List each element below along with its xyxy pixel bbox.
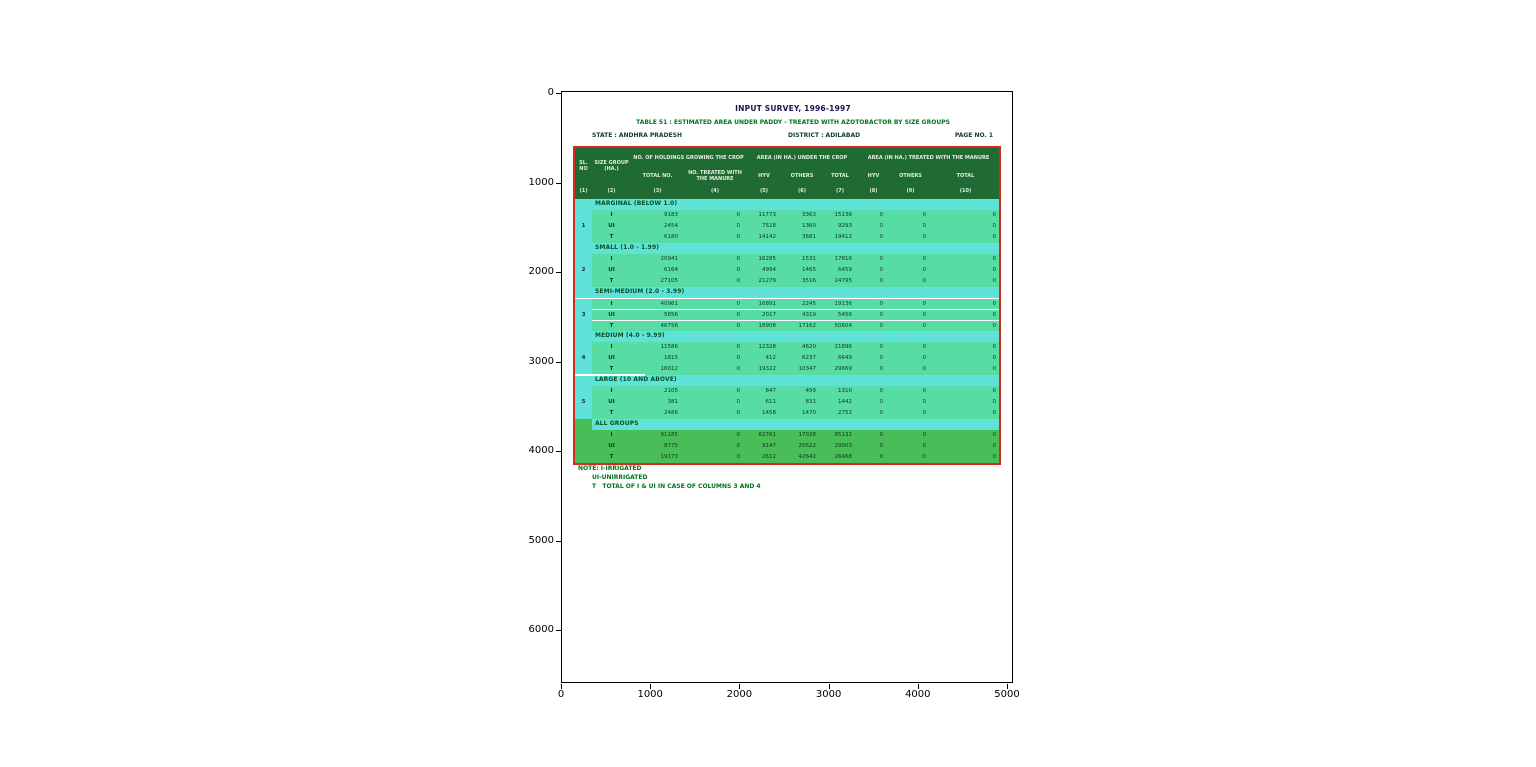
survey-table [573,146,1001,465]
cell-value: 0 [879,234,883,240]
note-line: NOTE: I-IRRIGATED [578,465,642,472]
cell-value: 459 [805,388,816,394]
group-label: MARGINAL (BELOW 1.0) [595,200,678,207]
data-row [575,309,999,320]
cell-value: 5456 [838,312,852,318]
cell-value: 0 [736,267,740,273]
cell-value: 0 [922,388,926,394]
data-row [575,408,999,419]
group-label-row [575,375,999,386]
y-tick-label: 6000 [528,624,554,635]
y-tick-label: 2000 [528,266,554,277]
cell-value: 0 [736,410,740,416]
data-row [575,298,999,309]
cell-value: 2454 [664,223,678,229]
cell-value: 0 [992,212,996,218]
slno-cell [575,210,592,221]
cell-value: 0 [736,399,740,405]
group-label-row [575,243,999,254]
district-label: DISTRICT : ADILABAD [788,132,861,139]
x-tick-mark [739,684,740,689]
cell-value: 1442 [838,399,852,405]
cell-value: 0 [879,454,883,460]
slno-cell [575,342,592,353]
cell-value: 6649 [838,355,852,361]
data-row [575,397,999,408]
cell-value: 0 [879,355,883,361]
cell-value: 0 [736,323,740,329]
data-row [575,254,999,265]
x-tick-label: 5000 [994,689,1020,700]
y-tick-mark [556,630,561,631]
group-label-row [575,199,999,210]
cell-value: 0 [992,388,996,394]
group-label: SMALL (1.0 - 1.99) [595,244,660,251]
cell-value: 19412 [834,234,852,240]
col-header-others-crop: OTHERS [790,172,814,179]
cell-value: 0 [992,267,996,273]
cell-value: 0 [736,212,740,218]
cell-value: 24795 [834,278,852,284]
cell-value: 0 [992,312,996,318]
cell-value: 0 [879,388,883,394]
cell-value: 847 [765,388,776,394]
cell-value: 0 [922,301,926,307]
row-label: T [609,366,614,372]
cell-value: 11586 [660,344,678,350]
cell-value: 85131 [834,432,852,438]
cell-value: 1470 [802,410,816,416]
data-row [575,452,999,463]
group-label-row [575,287,999,298]
x-tick-mark [1007,684,1008,689]
cell-value: 0 [922,267,926,273]
cell-value: 29003 [834,443,852,449]
data-row [575,232,999,243]
data-row [575,430,999,441]
cell-value: 1815 [664,355,678,361]
size-group-block [575,287,999,331]
cell-value: 6237 [802,355,816,361]
cell-value: 20941 [660,256,678,262]
group-label: SEMI-MEDIUM (2.0 - 3.99) [595,288,685,295]
column-number: (3) [653,188,662,195]
x-tick-mark [650,684,651,689]
slno-cell [575,299,592,310]
group-label-row [575,331,999,342]
group-label: ALL GROUPS [595,420,639,427]
col-header-others-treated: OTHERS [899,172,922,179]
size-group-block [575,243,999,287]
slno-cell: 1 [575,221,592,232]
slno-cell [575,386,592,397]
y-tick-mark [556,93,561,94]
y-tick-mark [556,272,561,273]
slno-cell [575,276,592,287]
row-label: T [609,454,614,460]
table-header [575,148,999,199]
row-label: T [609,323,614,329]
row-label: I [610,344,613,350]
cell-value: 0 [992,355,996,361]
cell-value: 9147 [762,443,776,449]
group-header-area-under-crop: AREA (IN HA.) UNDER THE CROP [756,154,848,161]
cell-value: 1458 [762,410,776,416]
cell-value: 2612 [762,454,776,460]
cell-value: 0 [992,366,996,372]
group-label: MEDIUM (4.0 - 9.99) [595,332,665,339]
cell-value: 0 [879,256,883,262]
col-header-total-treated: TOTAL [956,172,975,179]
cell-value: 46756 [660,323,678,329]
cell-value: 12328 [758,344,776,350]
cell-value: 17816 [834,256,852,262]
cell-value: 0 [879,212,883,218]
size-group-block [575,375,999,419]
cell-value: 6459 [838,267,852,273]
slno-cell: 5 [575,397,592,408]
cell-value: 2017 [762,312,776,318]
row-label: T [609,278,614,284]
row-label: I [610,432,613,438]
column-number: (2) [607,188,616,195]
cell-value: 611 [765,399,776,405]
data-row [575,441,999,452]
cell-value: 831 [805,399,816,405]
x-tick-label: 2000 [726,689,753,700]
cell-value: 17162 [798,323,816,329]
row-label: I [610,388,613,394]
cell-value: 4319 [802,312,816,318]
cell-value: 0 [736,443,740,449]
cell-value: 0 [879,301,883,307]
cell-value: 6180 [664,234,678,240]
column-number: (8) [869,188,878,195]
size-group-block [575,331,999,375]
cell-value: 412 [765,355,776,361]
white-separator [575,374,645,376]
cell-value: 0 [736,234,740,240]
state-label: STATE : ANDHRA PRADESH [592,132,682,139]
cell-value: 50604 [834,323,852,329]
slno-cell [575,254,592,265]
row-label: UI [608,355,615,361]
cell-value: 62761 [758,432,776,438]
cell-value: 0 [922,454,926,460]
cell-value: 0 [992,278,996,284]
cell-value: 0 [992,323,996,329]
row-label: I [610,212,613,218]
slno-cell: 3 [575,310,592,321]
cell-value: 0 [992,432,996,438]
table-body [575,199,999,463]
cell-value: 0 [922,366,926,372]
cell-value: 0 [922,410,926,416]
cell-value: 21279 [758,278,776,284]
document-subtitle: TABLE 51 : ESTIMATED AREA UNDER PADDY - TREATED WITH AZOTOBACTOR BY SIZE GROUPS [636,119,950,126]
cell-value: 0 [879,223,883,229]
cell-value: 0 [922,212,926,218]
cell-value: 25622 [798,443,816,449]
cell-value: 0 [922,278,926,284]
cell-value: 42642 [798,454,816,460]
cell-value: 0 [879,323,883,329]
cell-value: 26468 [834,454,852,460]
cell-value: 14142 [758,234,776,240]
group-label-row [575,419,999,430]
y-tick-label: 3000 [528,355,554,367]
y-tick-mark [556,362,561,363]
column-number: (5) [759,188,769,195]
slno-cell [575,419,592,430]
col-header-size-group: SIZE GROUP (HA.) [594,159,629,172]
cell-value: 0 [992,399,996,405]
column-number: (7) [835,188,845,195]
cell-value: 0 [922,355,926,361]
cell-value: 19136 [834,301,852,307]
group-header-area-treated: AREA (IN HA.) TREATED WITH THE MANURE [867,154,990,161]
slno-cell [575,243,592,254]
cell-value: 2245 [802,301,816,307]
cell-value: 1531 [802,256,816,262]
cell-value: 1465 [802,267,816,273]
row-label: UI [608,399,615,405]
cell-value: 8775 [664,443,678,449]
column-number: (9) [906,188,915,195]
column-number: (4) [710,188,720,195]
cell-value: 40961 [660,301,678,307]
cell-value: 16285 [758,256,776,262]
note-line: UI-UNIRRIGATED [592,474,648,481]
x-tick-mark [918,684,919,689]
group-header-holdings: NO. OF HOLDINGS GROWING THE CROP [633,154,744,161]
y-tick-mark [556,451,561,452]
cell-value: 16012 [660,366,678,372]
cell-value: 1310 [838,388,852,394]
note-line: T TOTAL OF I & UI IN CASE OF COLUMNS 3 AND 4 [592,483,761,490]
cell-value: 15136 [834,212,852,218]
col-header-no-treated: NO. TREATED WITH THE MANURE [688,169,742,182]
cell-value: 0 [922,223,926,229]
notes-block [578,464,761,491]
page-number-label: PAGE NO. 1 [954,132,993,139]
cell-value: 0 [922,432,926,438]
cell-value: 16891 [758,301,776,307]
slno-cell [575,408,592,419]
cell-value: 0 [736,301,740,307]
cell-value: 1360 [802,223,816,229]
col-header-total-crop: TOTAL [831,172,849,179]
cell-value: 2752 [838,410,852,416]
y-tick-label: 5000 [528,534,554,546]
cell-value: 0 [922,234,926,240]
cell-value: 27105 [660,278,678,284]
data-row [575,265,999,276]
cell-value: 0 [879,267,883,273]
slno-cell [575,452,592,463]
cell-value: 0 [922,312,926,318]
cell-value: 21896 [834,344,852,350]
cell-value: 0 [992,410,996,416]
slno-cell: 2 [575,265,592,276]
slno-cell [575,375,592,386]
x-tick-label: 1000 [637,689,663,700]
cell-value: 3363 [802,212,816,218]
cell-value: 0 [922,443,926,449]
slno-cell [575,287,592,298]
slno-cell [575,232,592,243]
cell-value: 7528 [762,223,776,229]
cell-value: 17028 [798,432,816,438]
column-number: (1) [579,188,588,195]
cell-value: 4620 [802,344,816,350]
cell-value: 0 [736,223,740,229]
cell-value: 0 [922,256,926,262]
slno-cell: 4 [575,353,592,364]
data-row [575,276,999,287]
cell-value: 0 [992,454,996,460]
document-meta-row [573,132,1001,144]
data-row [575,353,999,364]
cell-value: 0 [879,443,883,449]
col-header-slno: SL. NO [579,159,588,172]
cell-value: 0 [879,410,883,416]
cell-value: 0 [922,323,926,329]
slno-cell [575,441,592,452]
column-number: (10) [959,188,972,195]
col-header-hyv-treated: HYV [867,172,880,179]
cell-value: 0 [736,454,740,460]
cell-value: 10347 [798,366,816,372]
x-tick-mark [829,684,830,689]
row-label: T [609,410,614,416]
cell-value: 0 [736,344,740,350]
cell-value: 29669 [834,366,852,372]
size-group-block [575,199,999,243]
row-label: UI [608,267,615,273]
cell-value: 5856 [664,312,678,318]
cell-value: 2486 [664,410,678,416]
cell-value: 19173 [660,454,678,460]
cell-value: 91185 [660,432,678,438]
cell-value: 0 [992,443,996,449]
cell-value: 11773 [758,212,776,218]
y-tick-mark [556,183,561,184]
document-title: INPUT SURVEY, 1996-1997 [735,104,851,113]
cell-value: 0 [992,344,996,350]
cell-value: 0 [736,432,740,438]
cell-value: 19322 [758,366,776,372]
cell-value: 6164 [664,267,678,273]
cell-value: 0 [879,432,883,438]
x-tick-mark [561,684,562,689]
cell-value: 0 [736,355,740,361]
cell-value: 0 [992,256,996,262]
cell-value: 18908 [758,323,776,329]
x-tick-label: 3000 [815,689,842,700]
cell-value: 0 [922,399,926,405]
cell-value: 3516 [802,278,816,284]
row-label: I [610,301,613,307]
cell-value: 2105 [664,388,678,394]
row-label: UI [608,443,615,449]
slno-cell [575,331,592,342]
y-tick-label: 1000 [528,176,554,188]
size-group-block [575,419,999,463]
data-row [575,320,999,331]
row-label: UI [608,312,615,318]
cell-value: 0 [992,301,996,307]
cell-value: 0 [736,366,740,372]
x-tick-label: 0 [557,689,565,700]
y-tick-label: 4000 [528,445,554,456]
data-row [575,386,999,397]
cell-value: 0 [879,278,883,284]
cell-value: 9293 [838,223,852,229]
row-label: UI [608,223,615,229]
slno-cell [575,430,592,441]
cell-value: 0 [879,344,883,350]
col-header-total-no: TOTAL NO. [642,172,673,179]
cell-value: 0 [922,344,926,350]
row-label: I [610,256,613,262]
cell-value: 0 [992,234,996,240]
x-tick-label: 4000 [905,689,931,700]
cell-value: 0 [992,223,996,229]
row-label: T [609,234,614,240]
cell-value: 4994 [762,267,776,273]
data-row [575,221,999,232]
cell-value: 0 [736,312,740,318]
cell-value: 0 [736,256,740,262]
column-number: (6) [797,188,807,195]
cell-value: 0 [736,388,740,394]
cell-value: 0 [879,312,883,318]
cell-value: 0 [879,399,883,405]
cell-value: 3681 [802,234,816,240]
cell-value: 0 [736,278,740,284]
cell-value: 381 [667,399,678,405]
data-row [575,342,999,353]
cell-value: 9183 [664,212,678,218]
cell-value: 0 [879,366,883,372]
slno-cell [575,199,592,210]
y-tick-label: 0 [547,87,554,98]
data-row [575,210,999,221]
group-label: LARGE (10 AND ABOVE) [595,376,677,383]
col-header-hyv-crop: HYV [758,172,770,179]
y-tick-mark [556,541,561,542]
